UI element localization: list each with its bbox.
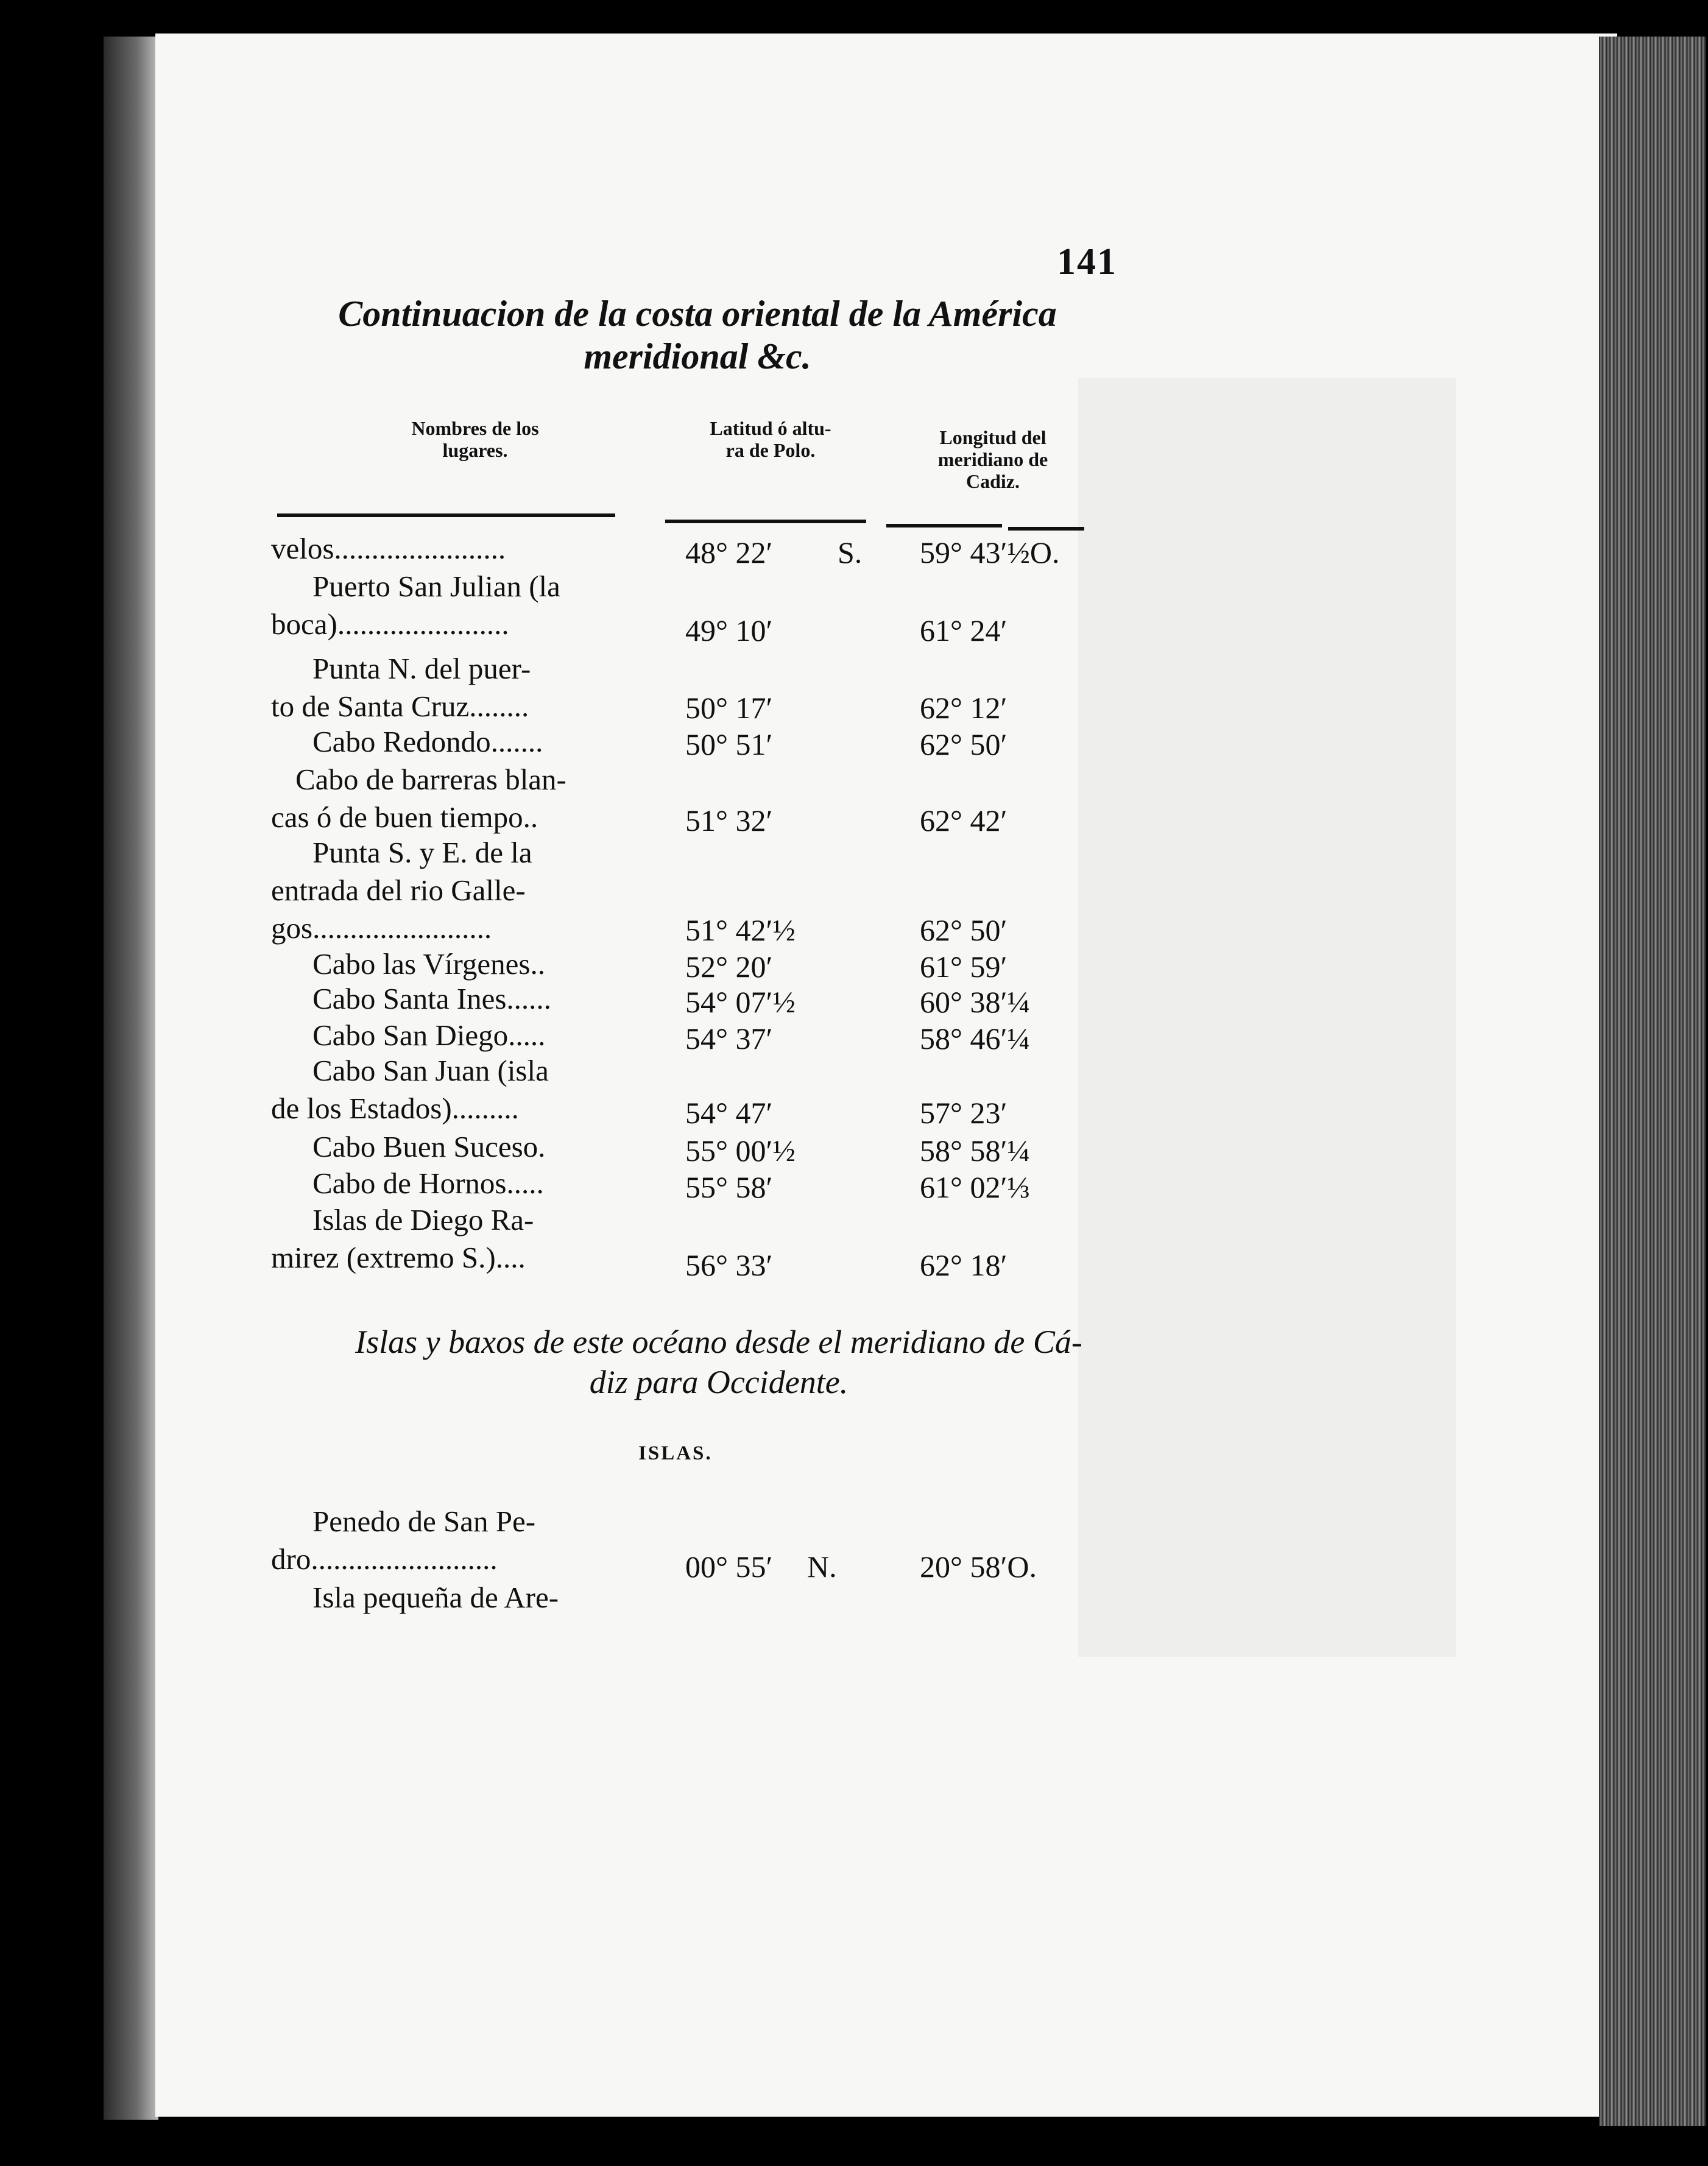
latitude-value: 51° 42′½: [685, 913, 796, 947]
latitude-value: 51° 32′: [685, 803, 773, 838]
place-name: dro.........................: [271, 1542, 498, 1576]
table-row: [271, 982, 624, 1020]
place-name: Cabo de barreras blan-: [295, 763, 566, 796]
longitude-value: 60° 38′¼: [920, 985, 1030, 1019]
table-row: [271, 947, 624, 985]
latitude-value: 50° 51′: [685, 727, 773, 761]
latitude-value: 48° 22′: [685, 535, 773, 570]
scan-border: [0, 0, 104, 2166]
table-row: [271, 1581, 624, 1618]
longitude-value: 61° 24′: [920, 613, 1008, 647]
longitude-value: 62° 50′: [920, 913, 1008, 947]
table-row: [271, 1130, 624, 1168]
latitude-value: 55° 00′½: [685, 1134, 796, 1168]
latitude-value: 55° 58′: [685, 1170, 773, 1204]
table-row: [271, 1166, 624, 1204]
column-header-latitude: Latitud ó altu- ra de Polo.: [710, 417, 831, 461]
place-name: Punta S. y E. de la: [312, 836, 532, 869]
latitude-value: 52° 20′: [685, 950, 773, 984]
hemisphere-value: S.: [838, 535, 863, 570]
hemisphere-value: N.: [807, 1550, 837, 1584]
latitude-value: 54° 07′½: [685, 985, 796, 1019]
place-name: Penedo de San Pe-: [312, 1505, 536, 1538]
place-name: gos........................: [271, 911, 492, 945]
place-name: Cabo las Vírgenes..: [312, 947, 545, 981]
place-name: Isla pequeña de Are-: [312, 1581, 559, 1614]
place-name: cas ó de buen tiempo..: [271, 800, 538, 834]
place-name: Cabo San Diego.....: [312, 1018, 546, 1052]
header-rule: [1008, 527, 1084, 531]
place-name: mirez (extremo S.)....: [271, 1241, 526, 1274]
subsection-heading: ISLAS.: [638, 1442, 713, 1464]
table-row: [271, 570, 624, 645]
longitude-value: 58° 46′¼: [920, 1021, 1030, 1056]
table-row: [271, 1018, 624, 1056]
latitude-value: 56° 33′: [685, 1248, 773, 1282]
longitude-value: 58° 58′¼: [920, 1134, 1030, 1168]
place-name: Punta N. del puer-: [312, 652, 531, 685]
place-name: Cabo San Juan (isla: [312, 1054, 549, 1087]
longitude-value: 62° 42′: [920, 803, 1008, 838]
table-row: [271, 652, 624, 727]
place-name: Cabo de Hornos.....: [312, 1166, 544, 1200]
column-header-names: Nombres de los lugares.: [411, 417, 539, 461]
title-line: meridional &c.: [584, 336, 811, 376]
header-rule: [886, 524, 1002, 527]
longitude-value: 57° 23′: [920, 1096, 1008, 1130]
place-name: Cabo Redondo.......: [312, 725, 543, 758]
latitude-value: 49° 10′: [685, 613, 773, 647]
table-row: [271, 763, 624, 838]
table-row: [271, 1203, 624, 1279]
longitude-value: 61° 02′⅓: [920, 1170, 1030, 1204]
header-rule: [665, 520, 866, 523]
show-through-shade: [1078, 378, 1456, 1657]
title-line: Continuacion de la costa oriental de la América: [338, 294, 1057, 334]
page-edge-shadow: [104, 37, 158, 2120]
latitude-value: 54° 37′: [685, 1021, 773, 1056]
longitude-value: 62° 18′: [920, 1248, 1008, 1282]
place-name: boca).......................: [271, 607, 509, 641]
place-name: Cabo Santa Ines......: [312, 982, 551, 1015]
place-name: Islas de Diego Ra-: [312, 1203, 534, 1236]
place-name: entrada del rio Galle-: [271, 873, 526, 907]
place-name: Puerto San Julian (la: [312, 570, 560, 603]
table-row: [271, 836, 624, 949]
longitude-value: 59° 43′½O.: [920, 535, 1060, 570]
page-title: [286, 292, 1109, 378]
latitude-value: 50° 17′: [685, 691, 773, 725]
header-rule: [277, 513, 615, 517]
table-row: [271, 725, 624, 763]
column-header-longitude: Longitud del meridiano de Cadiz.: [937, 426, 1048, 492]
latitude-value: 00° 55′: [685, 1550, 773, 1584]
longitude-value: 20° 58′O.: [920, 1550, 1037, 1584]
longitude-value: 61° 59′: [920, 950, 1008, 984]
book-spine-edge: [1599, 37, 1706, 2126]
table-row: [271, 1054, 624, 1129]
table-row: [271, 1505, 624, 1580]
latitude-value: 54° 47′: [685, 1096, 773, 1130]
longitude-value: 62° 50′: [920, 727, 1008, 761]
page-number: 141: [1057, 241, 1117, 283]
table-row: [271, 532, 624, 570]
place-name: de los Estados).........: [271, 1092, 519, 1125]
section-heading: Islas y baxos de este océano desde el meridiano de Cá- diz para Occidente.: [355, 1324, 1082, 1400]
place-name: velos.......................: [271, 532, 506, 565]
place-name: Cabo Buen Suceso.: [312, 1130, 546, 1163]
longitude-value: 62° 12′: [920, 691, 1008, 725]
place-name: to de Santa Cruz........: [271, 690, 529, 723]
